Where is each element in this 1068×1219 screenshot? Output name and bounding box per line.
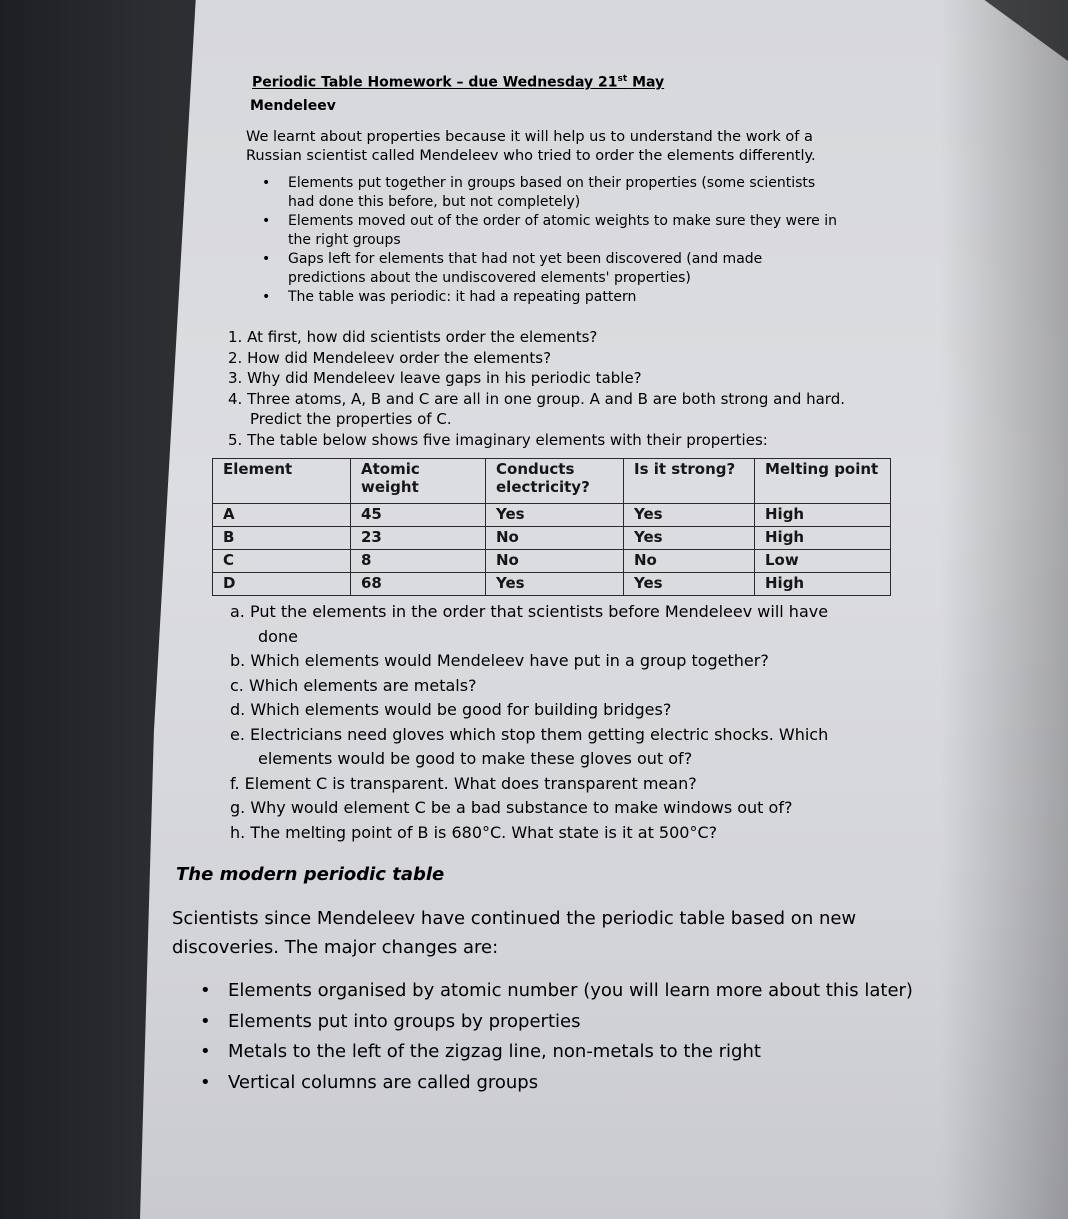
sub-question-f: f. Element C is transparent. What does transparent mean? [230,773,697,793]
table-header-row [213,459,891,504]
table-row [213,504,891,527]
sub-question-e: e. Electricians need gloves which stop them getting electric shocks. Which [230,724,829,744]
question-2: 2. How did Mendeleev order the elements? [228,348,552,367]
table-cell: Yes [624,573,755,596]
list-item: • The table was periodic: it had a repeating pattern [262,288,842,307]
question-3: 3. Why did Mendeleev leave gaps in his periodic table? [228,369,642,387]
question-4-continued: Predict the properties of C. [250,410,452,428]
table-cell: Yes [486,504,624,527]
question-1: 1. At first, how did scientists order the elements? [228,328,598,346]
column-header: Element [213,459,351,504]
sub-question-c: c. Which elements are metals? [230,675,477,695]
sub-question-a-continued: done [258,626,298,646]
table-cell: No [624,550,755,573]
sub-question-a: a. Put the elements in the order that scientists before Mendeleev will have [230,602,829,621]
table-cell: Yes [624,527,755,550]
table-cell: 8 [351,550,486,573]
sub-question-g: g. Why would element C be a bad substance to make windows out of? [230,798,793,817]
table-cell: 45 [351,504,486,527]
table-cell: 23 [351,527,486,550]
modern-periodic-table-heading: The modern periodic table [176,864,445,885]
question-list [228,327,878,450]
table-cell: Low [755,550,891,573]
list-item: • Elements put into groups by properties [200,1007,960,1038]
table-cell: No [486,550,624,573]
sub-question-h: h. The melting point of B is 680°C. What state is it at 500°C? [230,822,718,842]
list-item: • Gaps left for elements that had not yet been discovered (and made predictions about the undiscovered elements' properties) [262,250,842,288]
modern-intro-paragraph: Scientists since Mendeleev have continued the periodic table based on new discoveries. The major changes are: [172,908,857,958]
table-row [213,550,891,573]
modern-bullet-list [200,976,960,1098]
table-cell: 68 [351,573,486,596]
elements-properties-table [212,458,891,596]
sub-question-list [230,600,890,845]
question-5: 5. The table below shows five imaginary elements with their properties: [228,430,768,449]
column-header: Melting point [755,459,891,504]
sub-question-e-continued: elements would be good to make these gloves out of? [258,749,693,768]
mendeleev-bullet-list [262,174,842,307]
table-cell: Yes [486,573,624,596]
table-row [213,573,891,596]
list-item: • Elements put together in groups based on their properties (some scientists had done this before, but not completely) [262,174,842,212]
table-cell: High [755,573,891,596]
sub-question-b: b. Which elements would Mendeleev have put in a group together? [230,651,769,670]
sub-question-d: d. Which elements would be good for building bridges? [230,700,672,719]
table-cell: C [213,550,351,573]
table-cell: No [486,527,624,550]
table-row [213,527,891,550]
column-header: Atomic weight [351,459,486,504]
table-cell: High [755,527,891,550]
column-header: Is it strong? [624,459,755,504]
list-item: • Elements moved out of the order of atomic weights to make sure they were in the right groups [262,212,842,250]
table-cell: Yes [624,504,755,527]
page-title: Periodic Table Homework – due Wednesday 21st May [252,74,665,91]
table-cell: A [213,504,351,527]
list-item: • Vertical columns are called groups [200,1068,960,1099]
section-heading-mendeleev: Mendeleev [250,98,336,114]
column-header: Conducts electricity? [486,459,624,504]
table-cell: D [213,573,351,596]
question-4: 4. Three atoms, A, B and C are all in one group. A and B are both strong and hard. [228,389,845,408]
table-cell: B [213,527,351,550]
list-item: • Elements organised by atomic number (you will learn more about this later) [200,976,960,1007]
intro-paragraph: We learnt about properties because it will help us to understand the work of a Russian scientist called Mendeleev who tried to order the elements differently. [246,129,816,164]
table-cell: High [755,504,891,527]
list-item: • Metals to the left of the zigzag line, non-metals to the right [200,1037,960,1068]
